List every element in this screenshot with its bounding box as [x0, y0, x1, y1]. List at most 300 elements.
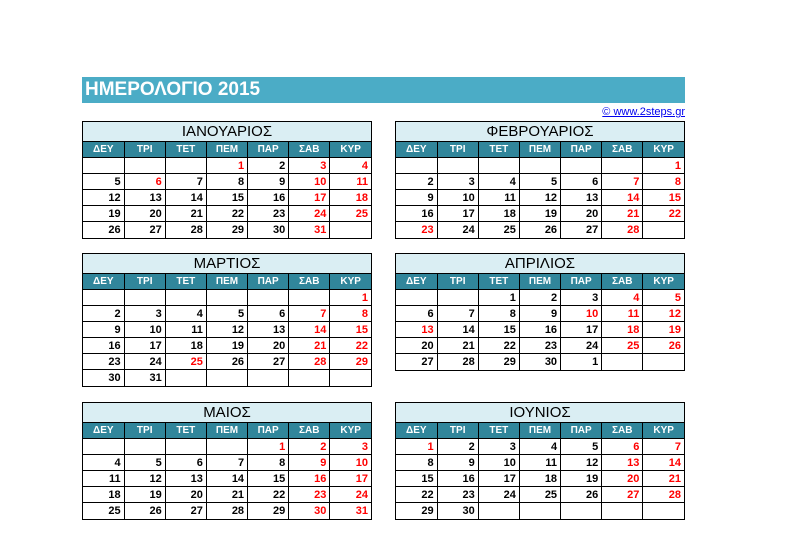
day-header: ΠΑΡ: [248, 274, 289, 290]
week-row: [396, 174, 684, 190]
day-header-row: [83, 423, 371, 439]
day-cell: 1: [396, 439, 437, 455]
day-cell: 20: [561, 206, 602, 222]
day-cell: 16: [396, 206, 437, 222]
day-cell: 6: [602, 439, 643, 455]
day-cell: 2: [437, 439, 478, 455]
day-cell: 27: [124, 222, 165, 238]
day-header: ΤΕΤ: [478, 274, 519, 290]
month-table: [396, 274, 684, 370]
day-header: ΤΡΙ: [437, 423, 478, 439]
day-header: ΠΕΜ: [519, 423, 560, 439]
day-header: ΤΕΤ: [165, 423, 206, 439]
day-cell: 20: [602, 471, 643, 487]
day-cell: 21: [602, 206, 643, 222]
day-cell: 4: [165, 306, 206, 322]
week-row: [396, 290, 684, 306]
day-cell: 30: [248, 222, 289, 238]
day-cell: 7: [289, 306, 330, 322]
day-cell: 28: [602, 222, 643, 238]
week-row: [396, 206, 684, 222]
day-cell: [519, 158, 560, 174]
day-header: ΠΑΡ: [248, 142, 289, 158]
week-row: [83, 439, 371, 455]
day-cell: 13: [248, 322, 289, 338]
week-row: [83, 503, 371, 519]
day-header: ΔΕΥ: [396, 142, 437, 158]
day-cell: 1: [643, 158, 684, 174]
day-cell: 28: [289, 354, 330, 370]
day-header: ΔΕΥ: [83, 142, 124, 158]
day-header: ΔΕΥ: [83, 274, 124, 290]
day-cell: 22: [396, 487, 437, 503]
day-cell: 5: [519, 174, 560, 190]
day-cell: 6: [124, 174, 165, 190]
day-header: ΤΡΙ: [437, 142, 478, 158]
day-cell: 12: [519, 190, 560, 206]
day-cell: 19: [643, 322, 684, 338]
day-header: ΤΡΙ: [437, 274, 478, 290]
month-table: [83, 274, 371, 386]
day-header: ΤΡΙ: [124, 423, 165, 439]
day-cell: 26: [83, 222, 124, 238]
week-row: [396, 322, 684, 338]
day-cell: [124, 290, 165, 306]
day-cell: 1: [206, 158, 247, 174]
month-name: ΙΑΝΟΥΑΡΙΟΣ: [83, 122, 371, 142]
day-cell: [602, 354, 643, 370]
day-cell: 5: [83, 174, 124, 190]
day-cell: 5: [561, 439, 602, 455]
day-cell: [437, 290, 478, 306]
week-row: [396, 306, 684, 322]
day-cell: 11: [330, 174, 371, 190]
day-cell: 21: [643, 471, 684, 487]
day-cell: 18: [83, 487, 124, 503]
day-cell: 1: [248, 439, 289, 455]
day-cell: 17: [437, 206, 478, 222]
day-header-row: [396, 423, 684, 439]
day-cell: 22: [330, 338, 371, 354]
day-cell: 22: [206, 206, 247, 222]
day-cell: 21: [165, 206, 206, 222]
day-cell: 14: [643, 455, 684, 471]
day-cell: 25: [165, 354, 206, 370]
day-cell: 18: [165, 338, 206, 354]
week-row: [83, 158, 371, 174]
day-header: ΠΕΜ: [519, 274, 560, 290]
month-table: [83, 423, 371, 519]
day-cell: [165, 370, 206, 386]
day-header: ΣΑΒ: [602, 274, 643, 290]
day-header: ΠΕΜ: [206, 274, 247, 290]
day-cell: 27: [602, 487, 643, 503]
day-header: ΠΑΡ: [561, 142, 602, 158]
day-cell: 13: [124, 190, 165, 206]
day-cell: 27: [561, 222, 602, 238]
day-cell: 11: [165, 322, 206, 338]
day-header: ΤΡΙ: [124, 142, 165, 158]
day-header: ΠΑΡ: [561, 423, 602, 439]
week-row: [83, 306, 371, 322]
day-cell: 18: [602, 322, 643, 338]
day-cell: 29: [248, 503, 289, 519]
day-cell: 10: [124, 322, 165, 338]
day-cell: 16: [83, 338, 124, 354]
month-table: [396, 142, 684, 238]
day-cell: 9: [248, 174, 289, 190]
week-row: [396, 455, 684, 471]
day-cell: 15: [478, 322, 519, 338]
day-cell: 3: [437, 174, 478, 190]
day-cell: 17: [124, 338, 165, 354]
day-cell: 26: [643, 338, 684, 354]
day-cell: 31: [330, 503, 371, 519]
day-cell: 3: [478, 439, 519, 455]
month-table: [396, 423, 684, 519]
day-header: ΣΑΒ: [602, 423, 643, 439]
day-header: ΠΕΜ: [206, 423, 247, 439]
day-cell: 5: [206, 306, 247, 322]
day-cell: 4: [602, 290, 643, 306]
day-header: ΤΕΤ: [478, 142, 519, 158]
day-header: ΚΥΡ: [643, 274, 684, 290]
day-cell: 8: [396, 455, 437, 471]
week-row: [83, 206, 371, 222]
day-cell: 2: [396, 174, 437, 190]
day-cell: 20: [165, 487, 206, 503]
day-cell: 11: [478, 190, 519, 206]
day-header: ΣΑΒ: [289, 274, 330, 290]
month-name: ΜΑΡΤΙΟΣ: [83, 254, 371, 274]
day-cell: 9: [519, 306, 560, 322]
day-cell: [206, 290, 247, 306]
day-cell: 14: [437, 322, 478, 338]
week-row: [83, 174, 371, 190]
day-cell: 26: [561, 487, 602, 503]
week-row: [396, 190, 684, 206]
day-cell: 7: [602, 174, 643, 190]
day-cell: 18: [330, 190, 371, 206]
day-cell: 16: [248, 190, 289, 206]
day-cell: [561, 503, 602, 519]
day-cell: 1: [561, 354, 602, 370]
website-link[interactable]: © www.2steps.gr: [602, 106, 685, 118]
day-cell: 10: [330, 455, 371, 471]
day-cell: 16: [519, 322, 560, 338]
day-cell: 14: [165, 190, 206, 206]
day-cell: 19: [83, 206, 124, 222]
day-cell: 17: [478, 471, 519, 487]
day-cell: 23: [519, 338, 560, 354]
day-cell: 22: [248, 487, 289, 503]
day-cell: 13: [602, 455, 643, 471]
day-cell: [289, 290, 330, 306]
day-cell: [478, 158, 519, 174]
day-cell: 25: [519, 487, 560, 503]
day-cell: 18: [478, 206, 519, 222]
day-cell: 5: [643, 290, 684, 306]
day-cell: 9: [437, 455, 478, 471]
day-cell: 30: [437, 503, 478, 519]
day-header: ΠΕΜ: [519, 142, 560, 158]
day-cell: 21: [206, 487, 247, 503]
day-cell: 2: [519, 290, 560, 306]
day-cell: 2: [289, 439, 330, 455]
month-january: [82, 121, 372, 239]
day-cell: 29: [206, 222, 247, 238]
day-header: ΔΕΥ: [396, 423, 437, 439]
day-header: ΚΥΡ: [330, 274, 371, 290]
day-cell: 28: [437, 354, 478, 370]
day-cell: 6: [396, 306, 437, 322]
day-header: ΤΡΙ: [124, 274, 165, 290]
day-cell: 3: [561, 290, 602, 306]
day-cell: 27: [396, 354, 437, 370]
day-header: ΔΕΥ: [396, 274, 437, 290]
week-row: [83, 455, 371, 471]
day-header: ΤΕΤ: [165, 274, 206, 290]
day-cell: 13: [396, 322, 437, 338]
day-cell: 10: [437, 190, 478, 206]
day-cell: [83, 439, 124, 455]
day-cell: 28: [165, 222, 206, 238]
month-april: [395, 253, 685, 371]
day-cell: 1: [478, 290, 519, 306]
day-cell: [643, 222, 684, 238]
day-cell: 26: [206, 354, 247, 370]
day-cell: 23: [248, 206, 289, 222]
month-name: ΙΟΥΝΙΟΣ: [396, 403, 684, 423]
day-cell: 17: [289, 190, 330, 206]
day-cell: 13: [165, 471, 206, 487]
day-cell: 25: [478, 222, 519, 238]
day-header: ΣΑΒ: [289, 142, 330, 158]
day-cell: 24: [561, 338, 602, 354]
day-cell: 24: [437, 222, 478, 238]
day-cell: 19: [561, 471, 602, 487]
day-cell: 3: [330, 439, 371, 455]
day-cell: 7: [437, 306, 478, 322]
day-cell: 18: [519, 471, 560, 487]
day-cell: 15: [643, 190, 684, 206]
day-cell: [83, 158, 124, 174]
week-row: [396, 439, 684, 455]
day-cell: 10: [478, 455, 519, 471]
day-cell: [330, 370, 371, 386]
calendar-title: ΗΜΕΡΟΛΟΓΙΟ 2015: [82, 77, 685, 103]
day-cell: [124, 158, 165, 174]
day-cell: 9: [289, 455, 330, 471]
day-cell: 12: [83, 190, 124, 206]
week-row: [396, 487, 684, 503]
day-cell: 20: [396, 338, 437, 354]
day-cell: 28: [643, 487, 684, 503]
day-cell: 23: [396, 222, 437, 238]
day-cell: 22: [478, 338, 519, 354]
day-header: ΚΥΡ: [643, 142, 684, 158]
day-cell: 7: [165, 174, 206, 190]
day-cell: [561, 158, 602, 174]
day-cell: [519, 503, 560, 519]
day-cell: 5: [124, 455, 165, 471]
day-cell: 17: [561, 322, 602, 338]
day-cell: [289, 370, 330, 386]
month-february: [395, 121, 685, 239]
day-cell: 20: [248, 338, 289, 354]
day-cell: 3: [289, 158, 330, 174]
day-cell: 21: [289, 338, 330, 354]
day-cell: 25: [83, 503, 124, 519]
week-row: [396, 354, 684, 370]
month-name: ΦΕΒΡΟΥΑΡΙΟΣ: [396, 122, 684, 142]
day-cell: 23: [289, 487, 330, 503]
day-cell: 2: [248, 158, 289, 174]
month-june: [395, 402, 685, 520]
day-header-row: [396, 274, 684, 290]
day-cell: 30: [519, 354, 560, 370]
day-cell: 1: [330, 290, 371, 306]
day-cell: 15: [248, 471, 289, 487]
day-cell: 4: [478, 174, 519, 190]
day-cell: 14: [206, 471, 247, 487]
day-cell: 7: [206, 455, 247, 471]
month-may: [82, 402, 372, 520]
week-row: [396, 222, 684, 238]
day-cell: 10: [289, 174, 330, 190]
week-row: [83, 370, 371, 386]
day-cell: 23: [437, 487, 478, 503]
day-cell: [83, 290, 124, 306]
month-table: [83, 142, 371, 238]
week-row: [83, 290, 371, 306]
day-cell: [124, 439, 165, 455]
day-cell: [165, 158, 206, 174]
week-row: [83, 487, 371, 503]
week-row: [83, 338, 371, 354]
day-cell: 15: [396, 471, 437, 487]
day-cell: 4: [519, 439, 560, 455]
day-header: ΣΑΒ: [289, 423, 330, 439]
day-header-row: [83, 274, 371, 290]
day-cell: [165, 290, 206, 306]
day-cell: 7: [643, 439, 684, 455]
day-cell: 11: [519, 455, 560, 471]
day-cell: [396, 290, 437, 306]
week-row: [396, 158, 684, 174]
day-cell: 8: [643, 174, 684, 190]
day-cell: 26: [519, 222, 560, 238]
day-header: ΠΑΡ: [248, 423, 289, 439]
day-cell: 30: [289, 503, 330, 519]
day-cell: [248, 370, 289, 386]
day-cell: 11: [602, 306, 643, 322]
day-cell: 10: [561, 306, 602, 322]
day-cell: [396, 158, 437, 174]
day-cell: 19: [124, 487, 165, 503]
day-cell: 12: [561, 455, 602, 471]
week-row: [396, 338, 684, 354]
day-cell: 15: [330, 322, 371, 338]
day-cell: 29: [330, 354, 371, 370]
week-row: [83, 322, 371, 338]
day-cell: 15: [206, 190, 247, 206]
month-name: ΑΠΡΙΛΙΟΣ: [396, 254, 684, 274]
day-cell: 14: [289, 322, 330, 338]
day-cell: [602, 158, 643, 174]
day-header: ΣΑΒ: [602, 142, 643, 158]
day-cell: 8: [248, 455, 289, 471]
day-cell: 13: [561, 190, 602, 206]
day-header: ΚΥΡ: [330, 142, 371, 158]
day-cell: 8: [206, 174, 247, 190]
day-cell: 6: [561, 174, 602, 190]
day-cell: 19: [519, 206, 560, 222]
day-header: ΤΕΤ: [165, 142, 206, 158]
day-cell: 16: [289, 471, 330, 487]
day-cell: 25: [330, 206, 371, 222]
day-header: ΚΥΡ: [330, 423, 371, 439]
day-cell: 6: [248, 306, 289, 322]
day-cell: 27: [165, 503, 206, 519]
day-header-row: [396, 142, 684, 158]
day-cell: 29: [478, 354, 519, 370]
day-cell: 31: [289, 222, 330, 238]
day-header: ΔΕΥ: [83, 423, 124, 439]
day-cell: 11: [83, 471, 124, 487]
day-cell: 16: [437, 471, 478, 487]
day-cell: [206, 370, 247, 386]
day-cell: [643, 503, 684, 519]
day-header: ΚΥΡ: [643, 423, 684, 439]
day-header: ΤΕΤ: [478, 423, 519, 439]
month-name: ΜΑΙΟΣ: [83, 403, 371, 423]
week-row: [83, 190, 371, 206]
week-row: [396, 503, 684, 519]
day-cell: 31: [124, 370, 165, 386]
day-cell: 2: [83, 306, 124, 322]
day-cell: 3: [124, 306, 165, 322]
day-cell: 22: [643, 206, 684, 222]
day-cell: 9: [396, 190, 437, 206]
day-cell: [602, 503, 643, 519]
day-header: ΠΕΜ: [206, 142, 247, 158]
day-cell: 17: [330, 471, 371, 487]
day-cell: [165, 439, 206, 455]
day-cell: 6: [165, 455, 206, 471]
day-cell: 4: [83, 455, 124, 471]
day-cell: 8: [478, 306, 519, 322]
day-cell: 23: [83, 354, 124, 370]
day-cell: 8: [330, 306, 371, 322]
day-cell: 14: [602, 190, 643, 206]
day-cell: 24: [289, 206, 330, 222]
day-cell: 20: [124, 206, 165, 222]
week-row: [83, 354, 371, 370]
day-cell: 30: [83, 370, 124, 386]
day-cell: [478, 503, 519, 519]
day-cell: [643, 354, 684, 370]
day-header: ΠΑΡ: [561, 274, 602, 290]
week-row: [83, 471, 371, 487]
day-cell: 24: [330, 487, 371, 503]
day-cell: [330, 222, 371, 238]
day-cell: 25: [602, 338, 643, 354]
day-header-row: [83, 142, 371, 158]
day-cell: 28: [206, 503, 247, 519]
week-row: [83, 222, 371, 238]
day-cell: 12: [643, 306, 684, 322]
